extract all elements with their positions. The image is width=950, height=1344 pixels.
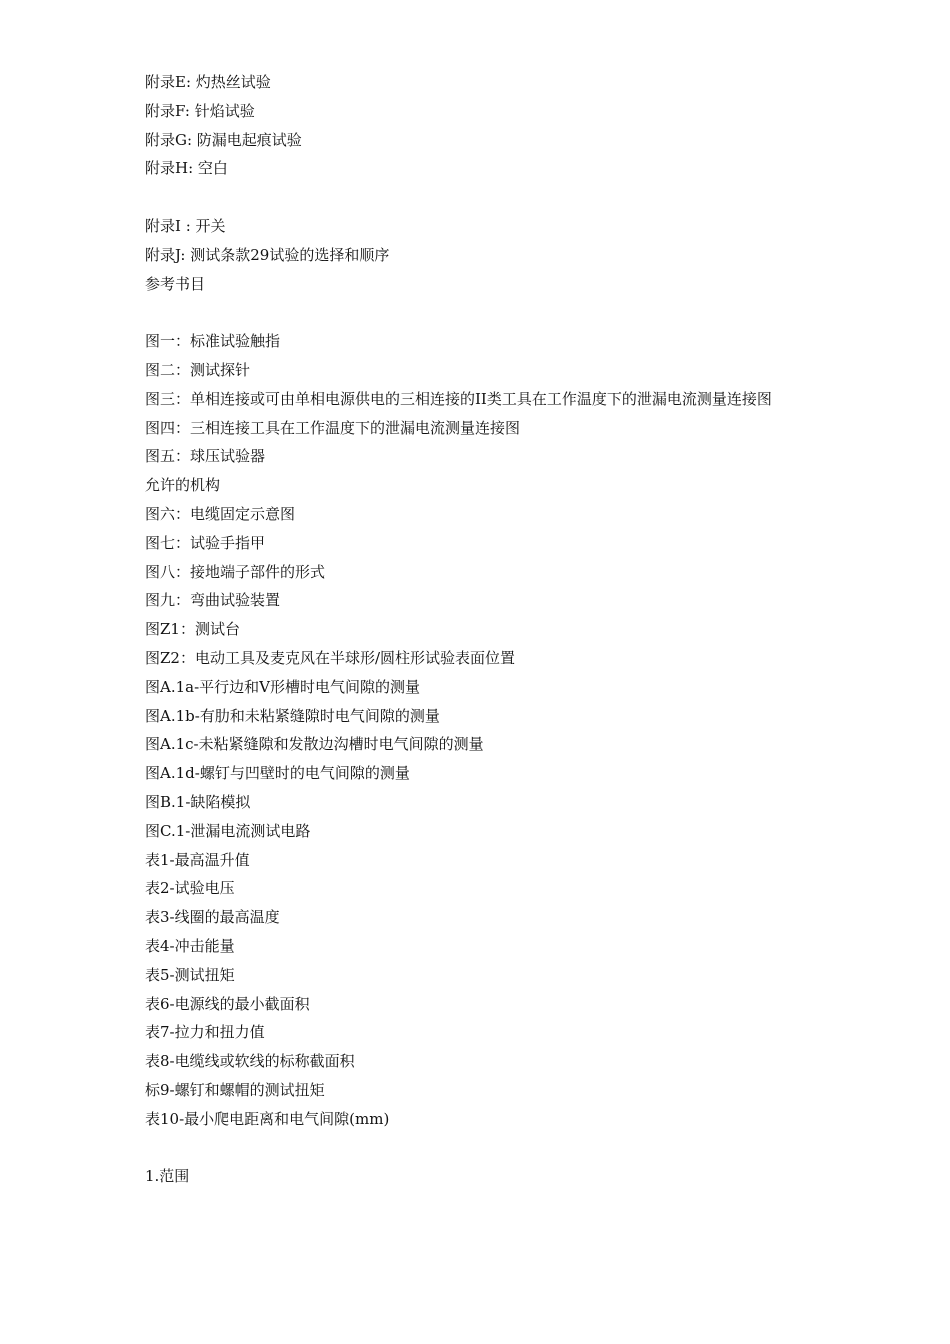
spacer	[145, 183, 845, 212]
toc-entry-appendix-i: 附录I : 开关	[145, 216, 226, 235]
toc-entry-table: 表6-电源线的最小截面积	[145, 994, 310, 1013]
figure-table-list	[145, 327, 845, 1133]
toc-entry-figure: 图A.1a-平行边和V形槽时电气间隙的测量	[145, 677, 420, 696]
toc-entry-figure: 图一：标准试验触指	[145, 332, 281, 351]
toc-entry-table: 表2-试验电压	[145, 879, 235, 898]
toc-entry-table: 表10-最小爬电距离和电气间隙(mm)	[145, 1109, 390, 1128]
spacer	[145, 1133, 845, 1162]
toc-entry-bibliography: 参考书目	[145, 274, 206, 293]
document-page	[145, 68, 845, 1191]
toc-entry-figure: 图六：电缆固定示意图	[145, 504, 296, 523]
toc-entry-figure: 图A.1c-未粘紧缝隙和发散边沟槽时电气间隙的测量	[145, 735, 484, 754]
toc-entry-figure: 图七：试验手指甲	[145, 533, 266, 552]
toc-entry-figure: 允许的机构	[145, 476, 221, 495]
appendix-list-1	[145, 68, 845, 183]
toc-entry-appendix-g: 附录G: 防漏电起痕试验	[145, 130, 302, 149]
toc-entry-figure: 图二：测试探针	[145, 360, 251, 379]
toc-entry-table: 表7-拉力和扭力值	[145, 1023, 265, 1042]
toc-entry-figure: 图Z2：电动工具及麦克风在半球形/圆柱形试验表面位置	[145, 648, 516, 667]
toc-entry-figure: 图A.1d-螺钉与凹壁时的电气间隙的测量	[145, 764, 410, 783]
section-heading: 1.范围	[145, 1167, 190, 1186]
toc-entry-figure: 图四：三相连接工具在工作温度下的泄漏电流测量连接图	[145, 418, 521, 437]
toc-entry-table: 标9-螺钉和螺帽的测试扭矩	[145, 1080, 325, 1099]
toc-entry-figure: 图九：弯曲试验装置	[145, 591, 281, 610]
toc-entry-appendix-f: 附录F: 针焰试验	[145, 101, 255, 120]
toc-entry-figure: 图五：球压试验器	[145, 447, 266, 466]
toc-entry-figure: 图A.1b-有肋和未粘紧缝隙时电气间隙的测量	[145, 706, 440, 725]
appendix-list-2	[145, 212, 845, 298]
toc-entry-table: 表1-最高温升值	[145, 850, 250, 869]
toc-entry-figure: 图B.1-缺陷模拟	[145, 792, 251, 811]
toc-entry-table: 表5-测试扭矩	[145, 965, 235, 984]
spacer	[145, 298, 845, 327]
toc-entry-appendix-j: 附录J: 测试条款29试验的选择和顺序	[145, 245, 390, 264]
toc-entry-appendix-e: 附录E: 灼热丝试验	[145, 73, 271, 91]
toc-entry-figure: 图C.1-泄漏电流测试电路	[145, 821, 311, 840]
toc-entry-table: 表8-电缆线或软线的标称截面积	[145, 1052, 355, 1071]
toc-entry-figure: 图三：单相连接或可由单相电源供电的三相连接的II类工具在工作温度下的泄漏电流测量连接图	[145, 389, 772, 408]
toc-entry-figure: 图八：接地端子部件的形式	[145, 562, 326, 581]
toc-entry-appendix-h: 附录H: 空白	[145, 159, 228, 178]
toc-entry-table: 表4-冲击能量	[145, 936, 235, 955]
toc-entry-table: 表3-线圈的最高温度	[145, 908, 280, 927]
toc-entry-figure: 图Z1：测试台	[145, 620, 240, 639]
